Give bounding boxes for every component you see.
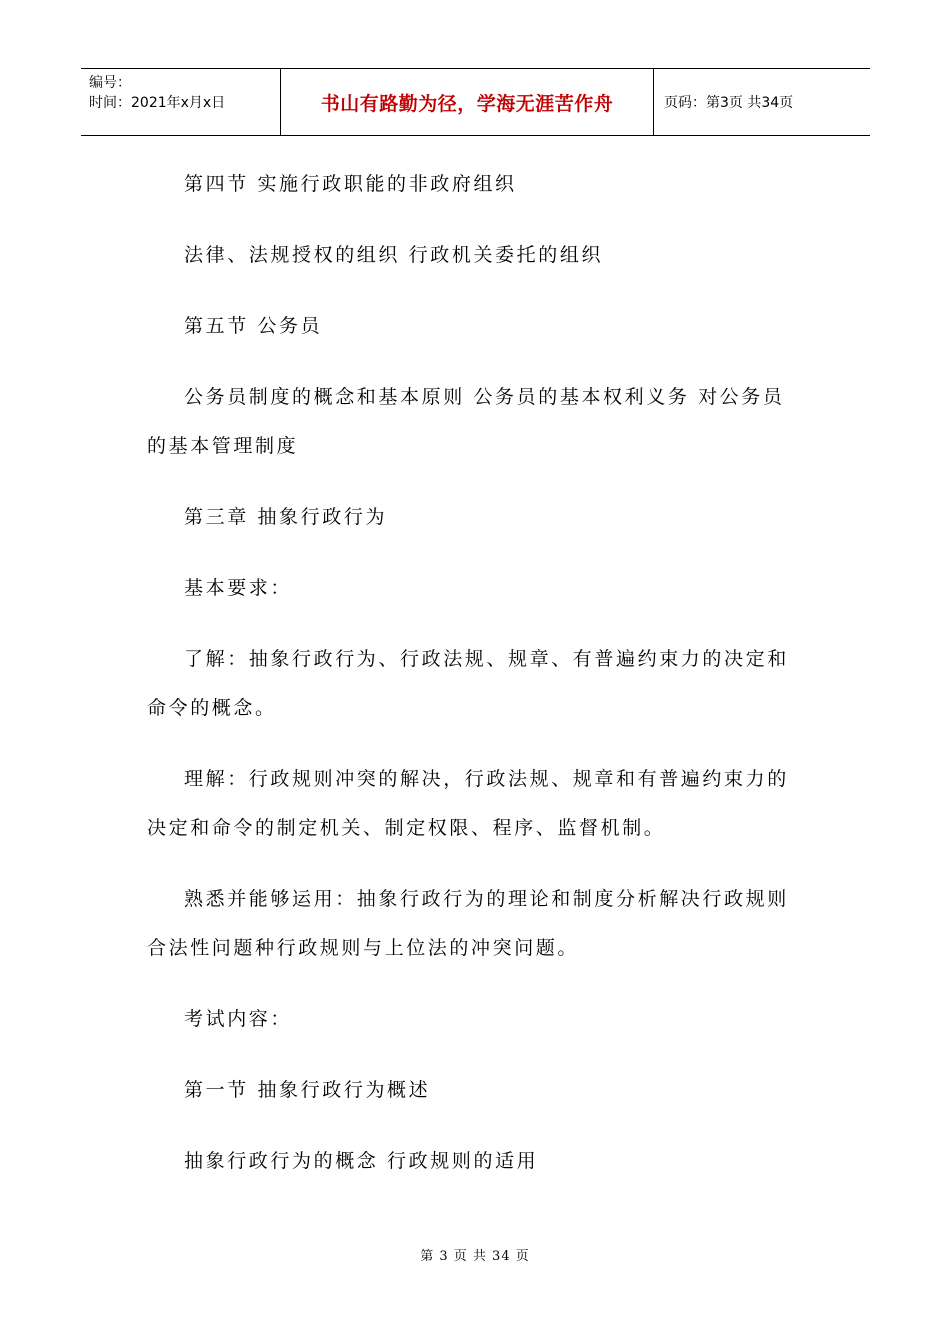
paragraph: 公务员制度的概念和基本原则 公务员的基本权利义务 对公务员的基本管理制度 (147, 386, 785, 457)
header-motto: 书山有路勤为径，学海无涯苦作舟 (281, 69, 654, 135)
paragraph: 基本要求： (184, 577, 293, 599)
document-number-label: 编号： (89, 75, 131, 91)
section-heading: 第一节 抽象行政行为概述 (184, 1079, 431, 1101)
section-heading: 第五节 公务员 (184, 315, 323, 337)
paragraph: 理解：行政规则冲突的解决，行政法规、规章和有普遍约束力的决定和命令的制定机关、制定权限、程序、监督机制。 (147, 768, 789, 839)
section-heading: 第四节 实施行政职能的非政府组织 (184, 173, 517, 195)
page-footer: 第 3 页 共 34 页 (420, 1249, 530, 1264)
page-header (81, 68, 870, 136)
header-page-number: 页码：第3页 共34页 (664, 95, 794, 111)
paragraph: 抽象行政行为的概念 行政规则的适用 (184, 1150, 539, 1172)
header-meta (81, 69, 281, 135)
paragraph: 考试内容： (184, 1008, 293, 1030)
document-body (147, 160, 792, 1186)
chapter-heading: 第三章 抽象行政行为 (184, 506, 388, 528)
paragraph: 熟悉并能够运用：抽象行政行为的理论和制度分析解决行政规则合法性问题种行政规则与上位法的冲突问题。 (147, 888, 789, 959)
paragraph: 法律、法规授权的组织 行政机关委托的组织 (184, 244, 604, 266)
document-date-label: 时间：2021年x月x日 (89, 95, 226, 111)
paragraph: 了解：抽象行政行为、行政法规、规章、有普遍约束力的决定和命令的概念。 (147, 648, 789, 719)
